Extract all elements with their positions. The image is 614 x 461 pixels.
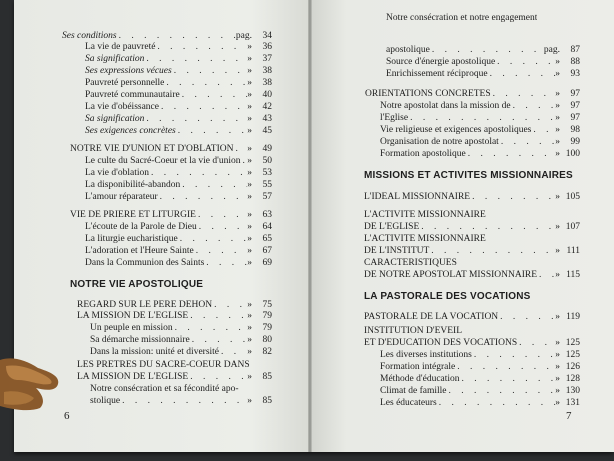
toc-entry-title: L'ACTIVITE MISSIONNAIRE xyxy=(364,234,486,244)
page-marker: » xyxy=(555,149,560,159)
toc-line xyxy=(85,78,272,89)
page-marker: » xyxy=(247,311,252,321)
page-marker: » xyxy=(247,335,252,345)
toc-page-number: 107 xyxy=(565,222,580,232)
toc-line xyxy=(380,374,580,385)
leader-dots xyxy=(190,335,248,346)
toc-entry-title: Le culte du Sacré-Coeur et la vie d'union xyxy=(85,156,241,166)
toc-page-number: 97 xyxy=(570,101,580,111)
toc-line xyxy=(380,386,580,397)
page-marker: » xyxy=(247,90,252,100)
toc-line xyxy=(380,101,580,112)
toc-line xyxy=(85,246,272,257)
leader-dots xyxy=(117,31,236,42)
toc-entry-title: DE L'EGLISE xyxy=(364,222,420,232)
left-page-number: 6 xyxy=(64,410,70,422)
toc-page-number: 34 xyxy=(262,31,272,41)
toc-entry-title: Les éducateurs xyxy=(380,398,437,408)
toc-entry-title: Sa signification xyxy=(85,114,145,124)
leader-dots xyxy=(437,398,556,409)
toc-page-number: 79 xyxy=(262,323,272,333)
leader-dots xyxy=(144,114,247,125)
toc-entry-title: Climat de famille xyxy=(380,386,447,396)
page-marker: pag. xyxy=(543,45,560,55)
toc-line xyxy=(364,246,580,257)
toc-entry-title: Ses expressions vécues xyxy=(85,66,172,76)
toc-line xyxy=(364,192,580,203)
toc-entry-title: Ses conditions xyxy=(62,31,117,41)
page-marker: » xyxy=(247,54,252,64)
page-marker: » xyxy=(247,192,252,202)
toc-entry-title: Méthode d'éducation xyxy=(380,374,460,384)
toc-entry-title: DE NOTRE APOSTOLAT MISSIONNAIRE xyxy=(364,270,538,280)
page-marker: » xyxy=(247,144,252,154)
leader-dots xyxy=(158,192,248,203)
toc-entry-title: Pauvreté communautaire xyxy=(85,90,180,100)
toc-line xyxy=(85,180,272,191)
toc-page-number: 98 xyxy=(570,125,580,135)
page-marker: » xyxy=(247,126,252,136)
leader-dots xyxy=(241,156,248,167)
toc-page-number: 105 xyxy=(565,192,580,202)
toc-entry-title: Pauvreté personnelle xyxy=(85,78,165,88)
toc-entry-title: L'adoration et l'Heure Sainte xyxy=(85,246,194,256)
toc-line xyxy=(62,31,272,42)
leader-dots xyxy=(499,137,555,148)
toc-line xyxy=(380,350,580,361)
toc-entry-title: PASTORALE DE LA VOCATION xyxy=(364,312,499,322)
toc-page-number: 99 xyxy=(570,137,580,147)
toc-line xyxy=(364,258,457,269)
page-marker: » xyxy=(247,114,252,124)
toc-entry-title: Source d'énergie apostolique xyxy=(386,57,496,67)
toc-entry-title: LA MISSION DE L'EGLISE xyxy=(77,372,189,382)
toc-line xyxy=(386,69,580,80)
toc-entry-title: La vie d'oblation xyxy=(85,168,149,178)
toc-entry-title: REGARD SUR LE PERE DEHON xyxy=(77,300,213,310)
page-marker: » xyxy=(247,180,252,190)
leader-dots xyxy=(197,222,248,233)
toc-entry-title: Un peuple en mission xyxy=(90,323,173,333)
toc-page-number: 55 xyxy=(262,180,272,190)
toc-entry-title: stolique xyxy=(90,396,121,406)
toc-page-number: 130 xyxy=(565,386,580,396)
toc-entry-title: Ses exigences concrètes xyxy=(85,126,176,136)
leader-dots xyxy=(511,101,556,112)
toc-page-number: 85 xyxy=(262,396,272,406)
toc-page-number: 45 xyxy=(262,126,272,136)
leader-dots xyxy=(194,246,248,257)
leader-dots xyxy=(212,300,247,311)
leader-dots xyxy=(537,270,555,281)
toc-page-number: 80 xyxy=(262,335,272,345)
toc-page-number: 38 xyxy=(262,78,272,88)
toc-page-number: 67 xyxy=(262,246,272,256)
toc-page-number: 50 xyxy=(262,156,272,166)
toc-line xyxy=(90,323,272,334)
toc-line xyxy=(90,335,272,346)
leader-dots xyxy=(531,125,555,136)
toc-entry-title: CARACTERISTIQUES xyxy=(364,258,457,268)
toc-line xyxy=(365,89,580,100)
toc-page-number: 115 xyxy=(566,270,580,280)
page-marker: » xyxy=(247,102,252,112)
toc-line xyxy=(380,398,580,409)
toc-line xyxy=(85,126,272,137)
leader-dots xyxy=(149,168,247,179)
page-marker: » xyxy=(247,246,252,256)
leader-dots xyxy=(155,42,247,53)
toc-line xyxy=(85,102,272,113)
toc-line xyxy=(90,396,272,407)
page-marker: » xyxy=(555,374,560,384)
toc-entry-title: LA MISSION DE L'EGLISE xyxy=(77,311,189,321)
page-marker: » xyxy=(555,57,560,67)
toc-page-number: 79 xyxy=(262,311,272,321)
leader-dots xyxy=(429,246,555,257)
leader-dots xyxy=(176,126,248,137)
toc-line xyxy=(77,372,272,383)
toc-entry-title: La disponibilité-abandon xyxy=(85,180,181,190)
toc-line xyxy=(77,300,272,311)
toc-entry-title: Enrichissement réciproque xyxy=(386,69,488,79)
toc-line xyxy=(380,149,580,160)
toc-line xyxy=(85,42,272,53)
leader-dots xyxy=(172,66,248,77)
leader-dots xyxy=(460,374,556,385)
toc-entry-title: Organisation de notre apostolat xyxy=(380,137,499,147)
toc-page-number: 49 xyxy=(262,144,272,154)
toc-page-number: 65 xyxy=(262,234,272,244)
toc-page-number: 75 xyxy=(262,300,272,310)
toc-entry-title: l'Eglise xyxy=(380,113,409,123)
toc-page-number: 119 xyxy=(566,312,580,322)
leader-dots xyxy=(173,323,248,334)
toc-page-number: 43 xyxy=(262,114,272,124)
toc-entry-title: L'IDEAL MISSIONNAIRE xyxy=(364,192,471,202)
toc-line xyxy=(90,347,272,358)
leader-dots xyxy=(144,54,247,65)
page-marker: » xyxy=(247,300,252,310)
toc-line xyxy=(85,114,272,125)
toc-line xyxy=(364,210,486,221)
page-marker: » xyxy=(555,246,560,256)
page-marker: » xyxy=(555,398,560,408)
toc-entry-title: Sa signification xyxy=(85,54,145,64)
toc-page-number: 125 xyxy=(565,350,580,360)
toc-line xyxy=(364,234,486,245)
toc-page-number: 53 xyxy=(262,168,272,178)
toc-entry-title: L'ACTIVITE MISSIONNAIRE xyxy=(364,210,486,220)
leader-dots xyxy=(196,210,247,221)
toc-line xyxy=(70,210,272,221)
toc-entry-title: ET D'EDUCATION DES VOCATIONS xyxy=(364,338,518,348)
toc-entry-title: ORIENTATIONS CONCRETES xyxy=(365,89,491,99)
leader-dots xyxy=(517,338,555,349)
toc-entry-title: Dans la mission: unité et diversité xyxy=(90,347,220,357)
toc-line xyxy=(364,312,580,323)
toc-line xyxy=(386,57,580,68)
leader-dots xyxy=(491,89,556,100)
leader-dots xyxy=(498,312,555,323)
leader-dots xyxy=(419,222,555,233)
toc-entry-title: La vie de pauvreté xyxy=(85,42,156,52)
page-marker: » xyxy=(555,222,560,232)
page-marker: » xyxy=(247,210,252,220)
toc-entry-title: apostolique xyxy=(386,45,430,55)
toc-entry-title: L'amour réparateur xyxy=(85,192,158,202)
page-marker: » xyxy=(247,323,252,333)
toc-page-number: 40 xyxy=(262,90,272,100)
toc-page-number: 131 xyxy=(565,398,580,408)
page-marker: » xyxy=(247,42,252,52)
toc-entry-title: Dans la Communion des Saints xyxy=(85,258,205,268)
toc-page-number: 97 xyxy=(570,89,580,99)
page-marker: » xyxy=(555,350,560,360)
toc-entry-title: Sa démarche missionnaire xyxy=(90,335,190,345)
toc-entry-title: LES PRETRES DU SACRE-COEUR DANS xyxy=(77,360,250,370)
toc-page-number: 126 xyxy=(565,362,580,372)
page-marker: » xyxy=(555,192,560,202)
toc-page-number: 88 xyxy=(570,57,580,67)
section-heading: NOTRE VIE APOSTOLIQUE xyxy=(70,279,204,290)
leader-dots xyxy=(455,362,555,373)
section-heading: MISSIONS ET ACTIVITES MISSIONNAIRES xyxy=(364,170,573,181)
book-spread xyxy=(14,0,614,452)
toc-entry-title: INSTITUTION D'EVEIL xyxy=(364,326,463,336)
toc-entry-title: Notre consécration et sa fécondité apo- xyxy=(90,384,239,394)
page-marker: » xyxy=(555,113,560,123)
toc-entry-title: Vie religieuse et exigences apostoliques xyxy=(380,125,532,135)
page-marker: » xyxy=(555,312,560,322)
toc-page-number: 97 xyxy=(570,113,580,123)
page-marker: » xyxy=(247,156,252,166)
toc-line xyxy=(380,125,580,136)
toc-page-number: 111 xyxy=(566,246,580,256)
page-marker: » xyxy=(247,222,252,232)
toc-line xyxy=(364,338,580,349)
page-marker: » xyxy=(555,89,560,99)
right-page-number: 7 xyxy=(566,410,572,422)
leader-dots xyxy=(466,149,555,160)
book-gutter xyxy=(308,0,312,452)
leader-dots xyxy=(470,192,555,203)
leader-dots xyxy=(219,347,247,358)
toc-entry-title: L'écoute de la Parole de Dieu xyxy=(85,222,197,232)
toc-line xyxy=(85,156,272,167)
page-marker: » xyxy=(247,234,252,244)
toc-entry-title: Les diverses institutions xyxy=(380,350,472,360)
page-marker: » xyxy=(555,362,560,372)
page-marker: » xyxy=(247,78,252,88)
leader-dots xyxy=(234,144,248,155)
toc-entry-title: VIE DE PRIERE ET LITURGIE xyxy=(70,210,196,220)
leader-dots xyxy=(159,102,247,113)
leader-dots xyxy=(204,258,247,269)
toc-line xyxy=(386,45,580,56)
page-marker: » xyxy=(555,125,560,135)
page-marker: » xyxy=(247,396,252,406)
page-marker: » xyxy=(555,338,560,348)
toc-line xyxy=(85,168,272,179)
toc-line xyxy=(380,362,580,373)
page-marker: » xyxy=(247,168,252,178)
page-marker: » xyxy=(247,66,252,76)
toc-entry-title: Formation intégrale xyxy=(380,362,456,372)
hand-thumb-icon xyxy=(0,354,62,412)
page-marker: » xyxy=(247,258,252,268)
toc-line xyxy=(85,222,272,233)
toc-line xyxy=(85,258,272,269)
toc-line xyxy=(70,144,272,155)
page-marker: » xyxy=(555,69,560,79)
toc-entry-title: La liturgie eucharistique xyxy=(85,234,178,244)
leader-dots xyxy=(495,57,555,68)
toc-line xyxy=(85,66,272,77)
toc-page-number: 64 xyxy=(262,222,272,232)
leader-dots xyxy=(408,113,555,124)
page-marker: pag. xyxy=(235,31,252,41)
toc-page-number: 69 xyxy=(262,258,272,268)
toc-entry-title: Notre apostolat dans la mission de xyxy=(380,101,511,111)
leader-dots xyxy=(188,311,247,322)
toc-page-number: 100 xyxy=(565,149,580,159)
leader-dots xyxy=(430,45,544,56)
page-marker: » xyxy=(555,101,560,111)
leader-dots xyxy=(488,69,556,80)
toc-page-number: 93 xyxy=(570,69,580,79)
page-marker: » xyxy=(247,347,252,357)
toc-page-number: 125 xyxy=(565,338,580,348)
leader-dots xyxy=(164,78,247,89)
leader-dots xyxy=(178,234,248,245)
leader-dots xyxy=(188,372,247,383)
toc-entry-title: DE L'INSTITUT xyxy=(364,246,430,256)
toc-page-number: 57 xyxy=(262,192,272,202)
toc-page-number: 87 xyxy=(570,45,580,55)
toc-line xyxy=(380,113,580,124)
toc-page-number: 37 xyxy=(262,54,272,64)
toc-line xyxy=(380,137,580,148)
page-marker: » xyxy=(555,270,560,280)
page-marker: » xyxy=(247,372,252,382)
toc-line xyxy=(90,384,239,395)
leader-dots xyxy=(446,386,555,397)
toc-entry-title: Formation apostolique xyxy=(380,149,466,159)
toc-line xyxy=(85,90,272,101)
toc-line xyxy=(77,311,272,322)
leader-dots xyxy=(472,350,555,361)
toc-line xyxy=(85,54,272,65)
leader-dots xyxy=(180,90,248,101)
toc-page-number: 38 xyxy=(262,66,272,76)
leader-dots xyxy=(180,180,247,191)
toc-line xyxy=(85,192,272,203)
toc-page-number: 63 xyxy=(262,210,272,220)
section-heading: LA PASTORALE DES VOCATIONS xyxy=(364,291,531,302)
toc-line xyxy=(77,360,250,371)
leader-dots xyxy=(120,396,247,407)
toc-line xyxy=(364,270,580,281)
toc-page-number: 85 xyxy=(262,372,272,382)
toc-line xyxy=(364,326,462,337)
toc-entry-title: La vie d'obéissance xyxy=(85,102,159,112)
toc-entry-title: Notre consécration et notre engagement xyxy=(386,13,538,23)
toc-line xyxy=(364,222,580,233)
page-marker: » xyxy=(555,137,560,147)
toc-line xyxy=(386,13,537,24)
toc-page-number: 128 xyxy=(565,374,580,384)
toc-page-number: 82 xyxy=(262,347,272,357)
page-marker: » xyxy=(555,386,560,396)
toc-page-number: 36 xyxy=(262,42,272,52)
toc-page-number: 42 xyxy=(262,102,272,112)
toc-entry-title: NOTRE VIE D'UNION ET D'OBLATION xyxy=(70,144,234,154)
toc-line xyxy=(85,234,272,245)
